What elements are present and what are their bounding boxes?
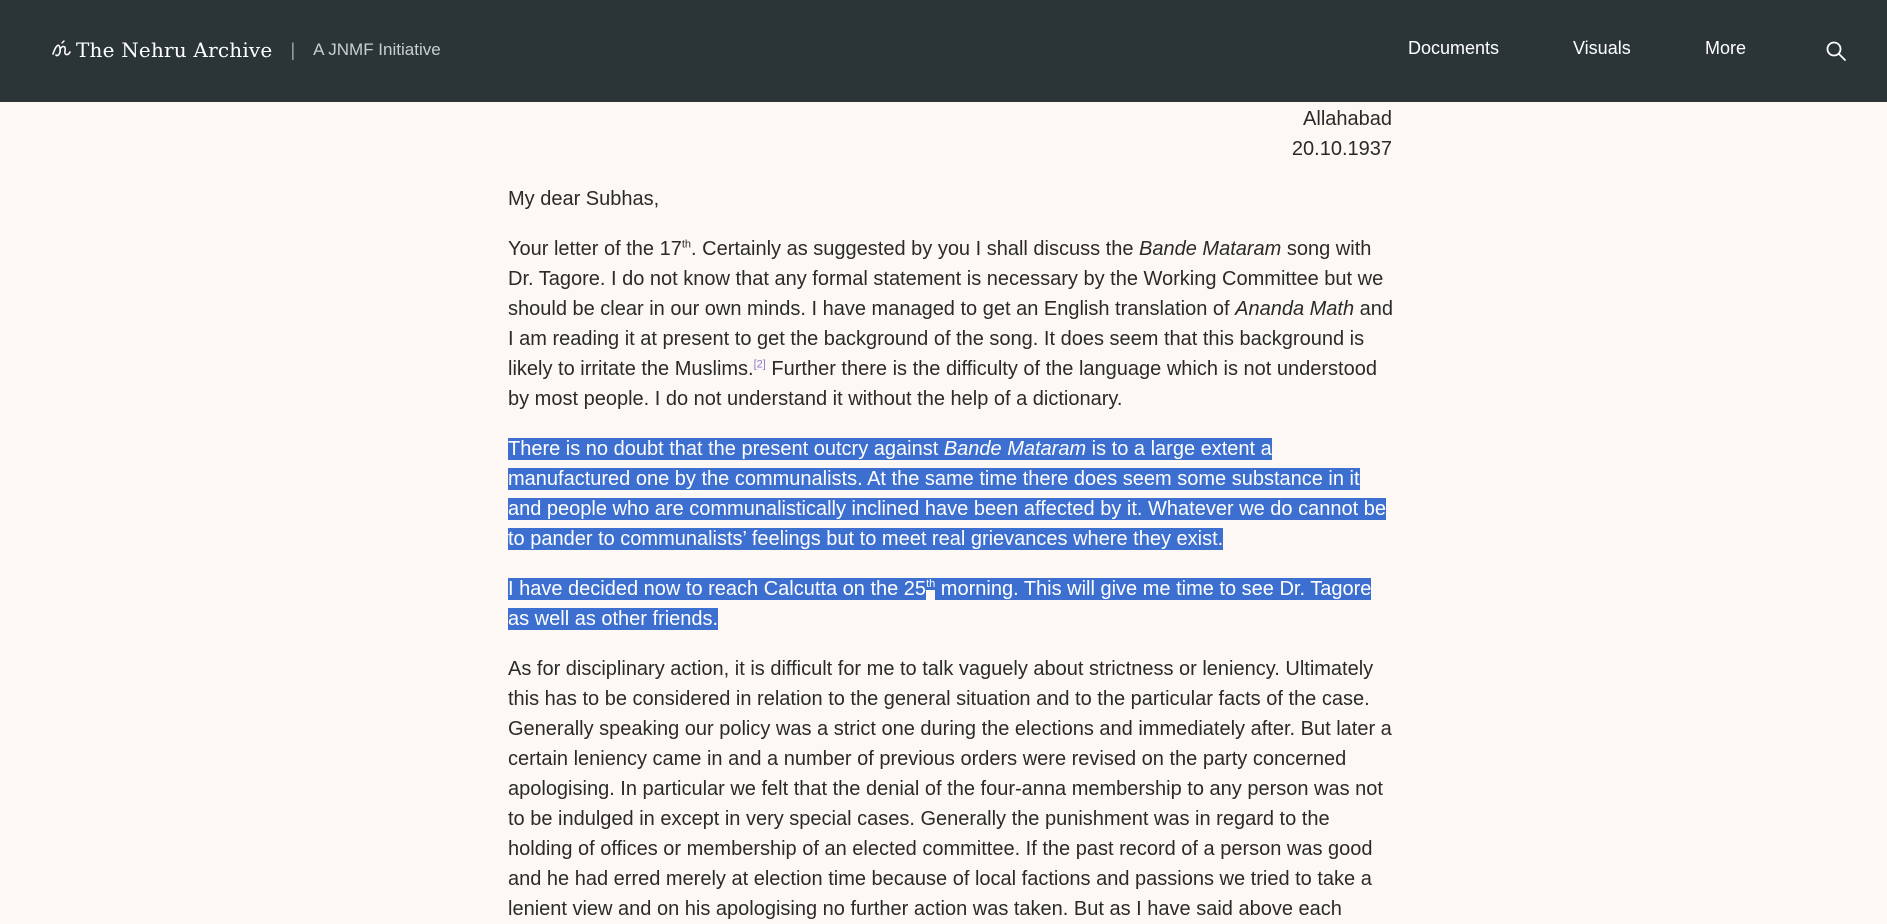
- paragraph-2-selected: [508, 434, 1394, 554]
- p1-superscript: th: [681, 238, 692, 251]
- top-navigation-bar: [0, 0, 1887, 102]
- paragraph-3-selected: [508, 574, 1394, 634]
- letter-place: Allahabad: [1303, 108, 1392, 130]
- brand-separator: |: [290, 39, 296, 60]
- p3-text-b: morning. This will give me time to see Dr. Tagore as well as other friends.: [508, 578, 1372, 630]
- paragraph-1: [508, 234, 1394, 414]
- p3-superscript: th: [926, 578, 936, 591]
- letter-date: 20.10.1937: [1291, 138, 1392, 160]
- nav-more[interactable]: More: [1705, 38, 1747, 58]
- p1-italic-ananda-math: Ananda Math: [1235, 298, 1355, 320]
- p1-text-c: song with Dr. Tagore. I do not know that any formal statement is necessary by the Working Committee but we should be clear in our own minds. I have managed to get an English translation of: [508, 238, 1384, 320]
- nav-documents[interactable]: Documents: [1408, 38, 1500, 58]
- search-icon[interactable]: [1825, 40, 1847, 62]
- brand-logo-link[interactable]: [50, 36, 441, 64]
- letter-salutation: My dear Subhas,: [508, 188, 660, 210]
- p1-italic-bande-mataram: Bande Mataram: [1139, 238, 1282, 260]
- p1-text-d: and I am reading it at present to get the background of the song. It does seem that this background is likely to irritate the Muslims.: [508, 298, 1394, 380]
- brand-tagline: A JNMF Initiative: [313, 40, 441, 59]
- nehru-signature-icon: [50, 39, 72, 61]
- p2-text-a: There is no doubt that the present outcry against: [508, 438, 944, 460]
- letter-body: [508, 102, 1394, 924]
- footnote-link[interactable]: [2]: [753, 358, 766, 371]
- nav-visuals[interactable]: Visuals: [1573, 38, 1631, 58]
- p2-italic-bande-mataram: Bande Mataram: [943, 438, 1087, 460]
- p3-text-a: I have decided now to reach Calcutta on the 25: [508, 578, 927, 600]
- p1-text-b: . Certainly as suggested by you I shall discuss the: [691, 238, 1140, 260]
- p1-text-a: Your letter of the 17: [508, 238, 682, 260]
- brand-name: The Nehru Archive: [76, 38, 273, 62]
- p2-text-b: is to a large extent a manufactured one by the communalists. At the same time there does seem some substance in it and people who are communalistically inclined have been affected by it. Whatever we do cannot be to pander to communalists’ feelings but to meet real grievances where they exist.: [508, 438, 1386, 550]
- p1-text-e: Further there is the difficulty of the language which is not understood by most people. I do not understand it without the help of a dictionary.: [508, 358, 1377, 410]
- paragraph-4: As for disciplinary action, it is difficult for me to talk vaguely about strictness or leniency. Ultimately this has to be considered in relation to the general situation and to the particular facts of the case. Generally speaking our policy was a strict one during the elections and immediately after. But later a certain leniency came in and a number of previous orders were revised on the party concerned apologising. In particular we felt that the denial of the four-anna membership to any person was not to be indulged in except in very special cases. Generally the punishment was in regard to the holding of offices or membership of an elected committee. If the past record of a person was good and he had erred merely at election time because of local factions and passions we tried to take a lenient view and on his apologising no further action was taken. But as I have said above each: [508, 658, 1392, 920]
